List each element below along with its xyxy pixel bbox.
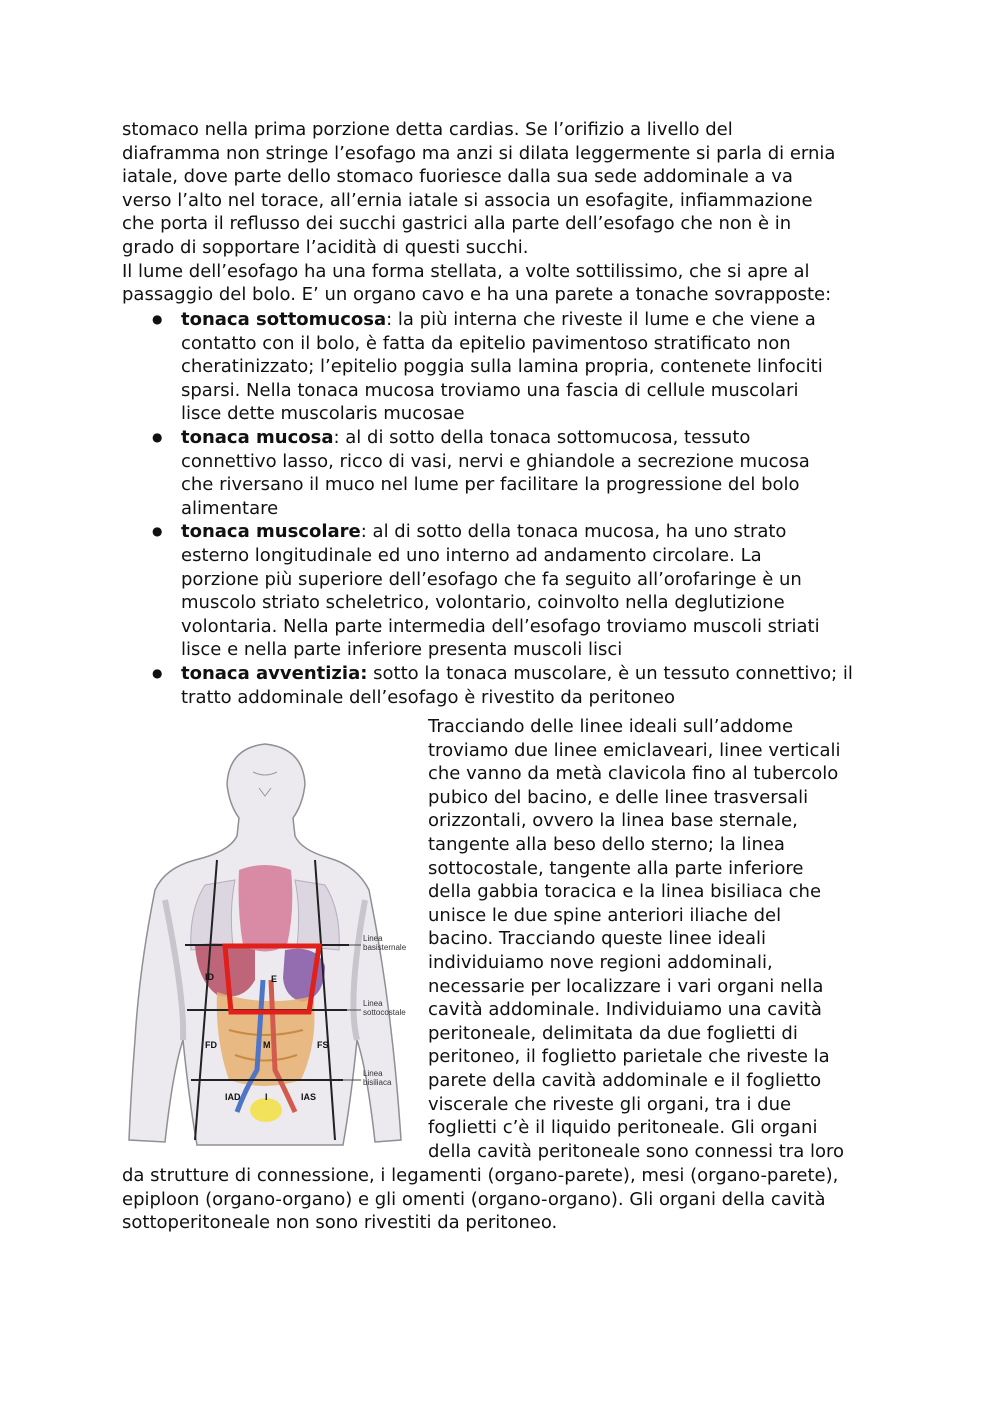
list-item <box>122 662 892 709</box>
text-line: verso l’alto nel torace, all’ernia iatale si associa un esofagite, infiammazione <box>122 189 813 211</box>
text-line: iatale, dove parte dello stomaco fuoriesce dalla sua sede addominale a va <box>122 166 793 188</box>
text-line: individuiamo nove regioni addominali, <box>428 951 773 973</box>
text-line: parete della cavità addominale e il foglietto <box>428 1069 822 1091</box>
text-line: sottoperitoneale non sono rivestiti da peritoneo. <box>122 1212 558 1234</box>
term: tonaca avventizia: <box>181 662 368 684</box>
bullet-icon: ● <box>152 429 163 444</box>
bullet-icon: ● <box>152 312 163 326</box>
region-label: IAD <box>225 1092 241 1102</box>
heart-organ <box>239 865 293 952</box>
line-label: sottocostale <box>363 1008 406 1017</box>
text-line: che riversano il muco nel lume per facilitare la progressione del bolo <box>181 474 800 496</box>
text-line: Il lume dell’esofago ha una forma stellata, a volte sottilissimo, che si apre al <box>122 260 810 282</box>
text-line: tratto addominale dell’esofago è rivestito da peritoneo <box>181 686 676 708</box>
text-line: bacino. Tracciando queste linee ideali <box>428 928 767 950</box>
text-line: : al di sotto della tonaca mucosa, ha uno strato <box>360 521 787 543</box>
region-label: E <box>271 974 278 984</box>
text-line: porzione più superiore dell’esofago che fa seguito all’orofaringe è un <box>181 568 802 590</box>
text-line: troviamo due linee emiclaveari, linee verticali <box>428 739 841 761</box>
list-item <box>122 426 892 520</box>
text-line: necessarie per localizzare i vari organi nella <box>428 975 824 997</box>
text-line: che porta il reflusso dei succhi gastrici alla parte dell’esofago che non è in <box>122 213 792 235</box>
text-line: contatto con il bolo, è fatta da epitelio pavimentoso stratificato non <box>181 332 791 354</box>
text-line: grado di sopportare l’acidità di questi succhi. <box>122 236 529 258</box>
text-line: viscerale che riveste gli organi, tra i due <box>428 1093 792 1115</box>
text-line: foglietti c’è il liquido peritoneale. Gli organi <box>428 1117 818 1139</box>
text-line: unisce le due spine anteriori iliache del <box>428 904 782 926</box>
tail-paragraph <box>122 1164 897 1235</box>
line-label: Linea <box>363 934 383 943</box>
text-line: sotto la tonaca muscolare, è un tessuto connettivo; il <box>367 662 853 684</box>
text-line: peritoneale, delimitata da due foglietti di <box>428 1022 798 1044</box>
bullet-icon: ● <box>152 665 163 680</box>
text-line: connettivo lasso, ricco di vasi, nervi e ghiandole a secrezione mucosa <box>181 450 810 472</box>
text-line: Tracciando delle linee ideali sull’addome <box>428 716 794 737</box>
text-line: esterno longitudinale ed uno interno ad andamento circolare. La <box>181 544 762 566</box>
line-label: bisiliaca <box>363 1078 392 1087</box>
text-line: stomaco nella prima porzione detta cardias. Se l’orifizio a livello del <box>122 119 733 140</box>
text-line: della cavità peritoneale sono connessi tra loro <box>428 1140 844 1162</box>
region-label: ID <box>205 972 214 982</box>
text-line: che vanno da metà clavicola fino al tubercolo <box>428 763 839 785</box>
term: tonaca sottomucosa <box>181 309 387 330</box>
text-line: da strutture di connessione, i legamenti (organo-parete), mesi (organo-parete), <box>122 1165 839 1186</box>
text-line: muscolo striato scheletrico, volontario, coinvolto nella deglutizione <box>181 592 785 614</box>
line-label: basisternale <box>363 943 407 952</box>
term: tonaca muscolare <box>181 521 361 543</box>
region-label: M <box>263 1040 271 1050</box>
text-line: della gabbia toracica e la linea bisiliaca che <box>428 881 822 903</box>
region-label: FS <box>317 1040 329 1050</box>
side-paragraph <box>428 715 898 1163</box>
text-line: sottocostale, tangente alla parte inferiore <box>428 857 804 879</box>
text-line: alimentare <box>181 497 279 519</box>
text-line: pubico del bacino, e delle linee trasversali <box>428 786 809 808</box>
term: tonaca mucosa <box>181 426 334 448</box>
text-line: tangente alla beso dello sterno; la linea <box>428 833 785 855</box>
text-line: lisce dette muscolaris mucosae <box>181 403 465 425</box>
text-line: : la più interna che riveste il lume e che viene a <box>386 309 816 330</box>
intro-paragraph <box>122 118 890 307</box>
text-line: cavità addominale. Individuiamo una cavità <box>428 999 822 1021</box>
text-line: diaframma non stringe l’esofago ma anzi si dilata leggermente si parla di ernia <box>122 142 836 164</box>
region-label: IAS <box>301 1092 317 1102</box>
text-line: orizzontali, ovvero la linea base sternale, <box>428 810 798 832</box>
text-line: cheratinizzato; l’epitelio poggia sulla lamina propria, contenete linfociti <box>181 356 823 378</box>
region-label: FD <box>205 1040 217 1050</box>
list-item <box>122 520 892 662</box>
text-line: : al di sotto della tonaca sottomucosa, tessuto <box>333 426 751 448</box>
text-line: sparsi. Nella tonaca mucosa troviamo una fascia di cellule muscolari <box>181 379 799 401</box>
line-label: Linea <box>363 1069 383 1078</box>
bullet-icon: ● <box>152 524 163 539</box>
text-line: volontaria. Nella parte intermedia dell’esofago troviamo muscoli striati <box>181 615 820 637</box>
list-item <box>122 308 892 426</box>
text-line: peritoneo, il foglietto parietale che riveste la <box>428 1046 830 1068</box>
text-line: lisce e nella parte inferiore presenta muscoli lisci <box>181 639 623 661</box>
region-label: I <box>265 1092 268 1102</box>
text-line: passaggio del bolo. E’ un organo cavo e ha una parete a tonache sovrapposte: <box>122 284 832 306</box>
text-line: epiploon (organo-organo) e gli omenti (organo-organo). Gli organi della cavità <box>122 1188 826 1210</box>
line-label: Linea <box>363 999 383 1008</box>
tunic-list <box>122 308 892 709</box>
abdominal-regions-figure <box>125 740 407 1148</box>
